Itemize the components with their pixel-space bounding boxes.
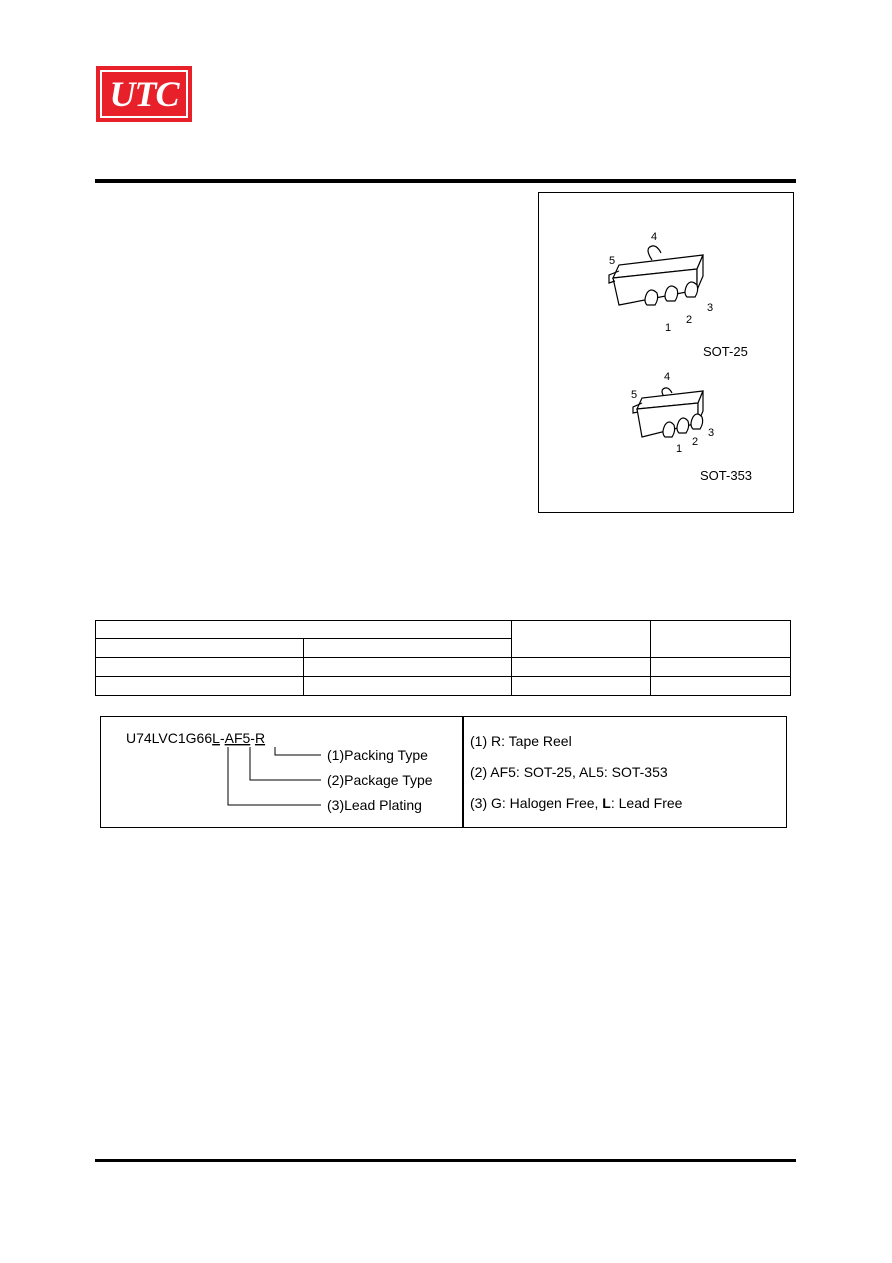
lead-free-header [96,639,304,658]
ordering-number-header [96,621,512,639]
halogen-free-header [304,639,512,658]
table-cell [651,677,791,696]
sot25-pin-5: 5 [609,255,616,267]
sot353-pin-5: 5 [631,389,638,401]
utc-logo [96,66,192,122]
package-header [512,621,651,658]
ordering-table [95,620,790,695]
table-cell [651,658,791,677]
sot353-pin-4: 4 [664,371,671,383]
note-plating: (3) G: Halogen Free, L: Lead Free [470,795,683,811]
table-cell [304,658,512,677]
sot25-pin-2: 2 [686,314,693,326]
logo-border [100,70,188,118]
table-cell [512,677,651,696]
sot353-pin-3: 3 [708,427,715,439]
header-rule [95,179,796,183]
callout-lead-plating: (3)Lead Plating [327,797,422,813]
footer-rule [95,1159,796,1162]
sot25-pin-1: 1 [665,322,672,334]
sot353-pin-2: 2 [692,436,699,448]
package-drawings [539,193,795,514]
table-cell [96,677,304,696]
decoder-divider [462,717,464,827]
sot25-label: SOT-25 [703,344,748,359]
table-cell [96,658,304,677]
sot353-drawing [631,371,752,483]
packing-header [651,621,791,658]
package-figure [538,192,794,513]
callout-package-type: (2)Package Type [327,772,433,788]
note-package: (2) AF5: SOT-25, AL5: SOT-353 [470,764,668,780]
callout-lines [228,747,321,805]
logo-text: UTC [109,74,179,114]
decoder-diagram [101,717,462,827]
table-cell [304,677,512,696]
sot25-pin-3: 3 [707,302,714,314]
sot353-label: SOT-353 [700,468,753,483]
sot25-pin-4: 4 [651,231,658,243]
table-cell [512,658,651,677]
sot353-pin-1: 1 [676,443,683,455]
callout-packing-type: (1)Packing Type [327,747,428,763]
sot25-drawing [609,231,748,359]
note-packing: (1) R: Tape Reel [470,733,572,749]
ordering-code: U74LVC1G66L-AF5-R [126,730,266,746]
table-row [96,677,791,696]
table-row [96,658,791,677]
part-number-decoder [100,716,787,828]
